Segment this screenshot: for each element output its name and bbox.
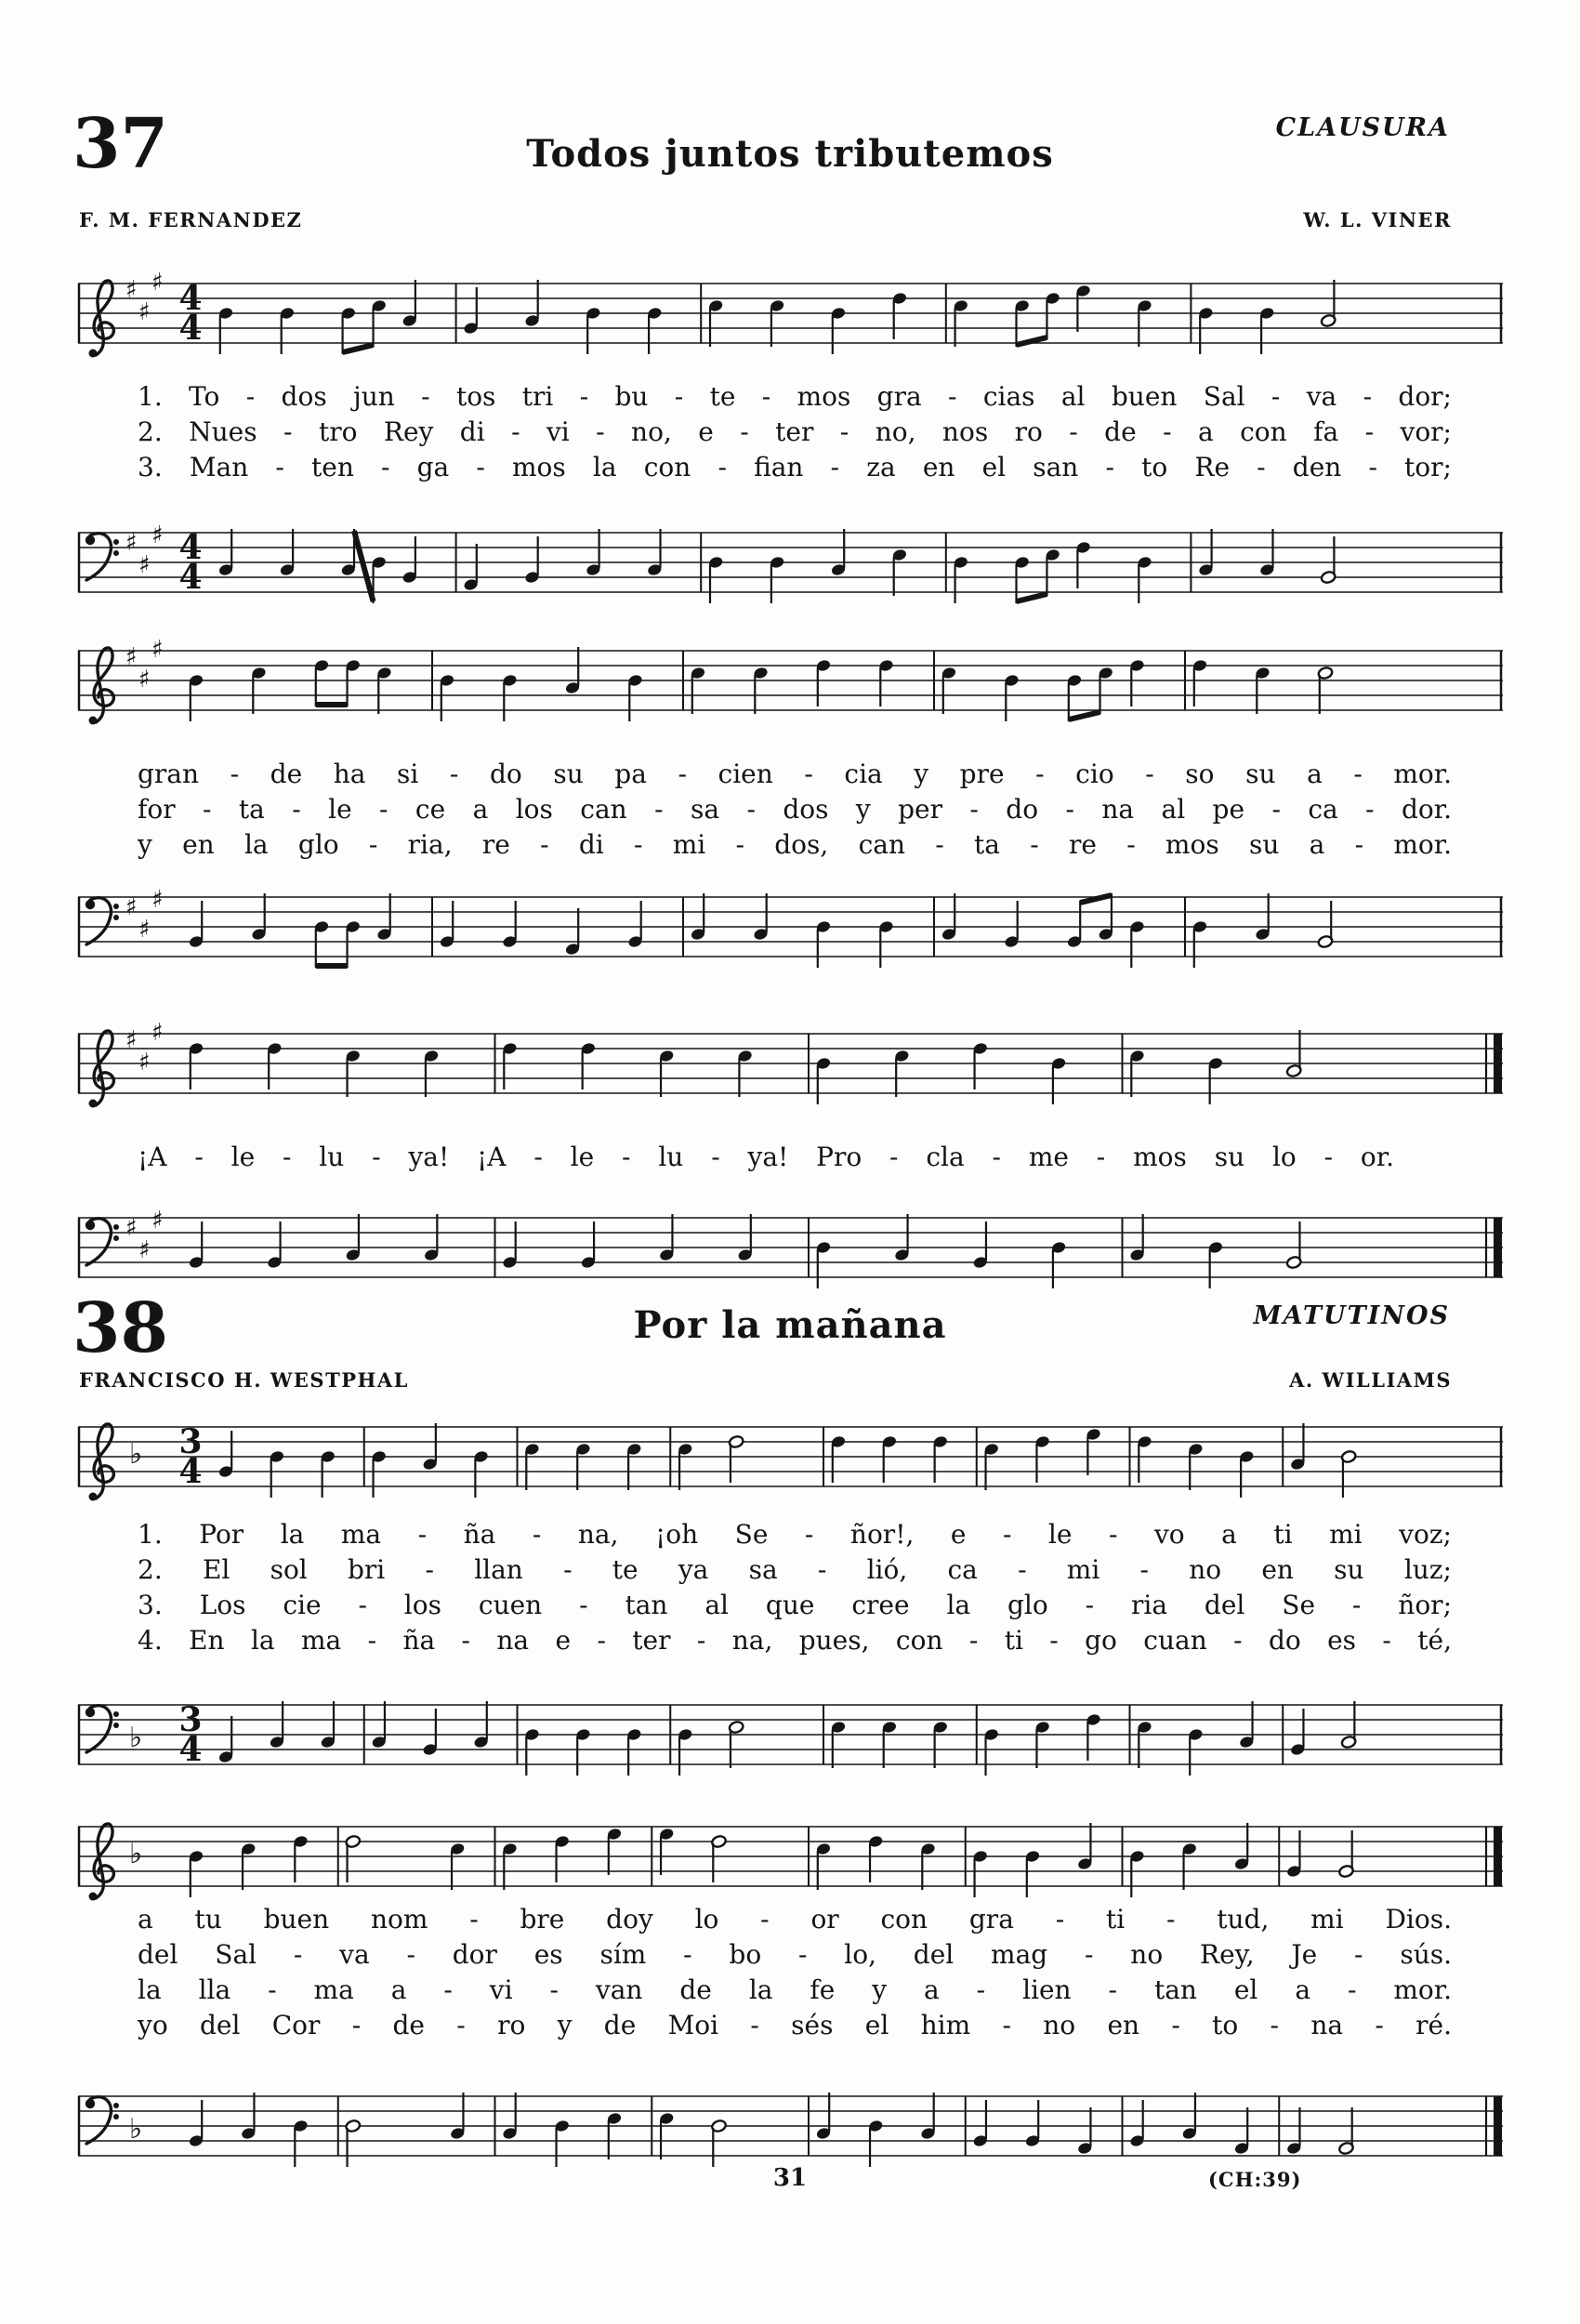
svg-text:♯: ♯ — [138, 1049, 151, 1076]
svg-text:4: 4 — [178, 309, 203, 348]
lyric-line: 3. Man - ten - ga - mos la con - fian - za en el san - to Re - den - tor; — [138, 452, 1452, 482]
lyric-line: 1. Por la ma - ña - na, ¡oh Se - ñor!, e - le - vo a ti mi voz; — [138, 1519, 1452, 1550]
svg-text:♯: ♯ — [138, 666, 151, 693]
svg-text:4: 4 — [178, 558, 203, 597]
svg-text:♯: ♯ — [125, 529, 138, 557]
lyric-line: gran - de ha si - do su pa - cien - cia y pre - cio - so su a - mor. — [138, 759, 1452, 789]
hymn-38-category: MATUTINOS — [1253, 1301, 1450, 1330]
svg-text:♯: ♯ — [138, 1236, 151, 1264]
hymn-37-byline — [79, 208, 1452, 231]
svg-text:♯: ♯ — [125, 276, 138, 304]
staff-treble-38-1 — [77, 1387, 1504, 1534]
hymn-37-category: CLAUSURA — [1275, 113, 1450, 142]
lyric-line: for - ta - le - ce a los can - sa - dos y per - do - na al pe - ca - dor. — [138, 794, 1452, 825]
lyric-line: y en la glo - ria, re - di - mi - dos, can - ta - re - mos su a - mor. — [138, 829, 1452, 860]
svg-text:3: 3 — [178, 1422, 203, 1461]
svg-text:♯: ♯ — [151, 1207, 164, 1235]
staff-treble-37-2 — [77, 611, 1504, 758]
svg-text:♭: ♭ — [129, 1722, 143, 1754]
hymn-37-author: F. M. FERNANDEZ — [79, 208, 303, 231]
hymn-37-verses-2 — [138, 757, 1452, 863]
hymn-38-number: 38 — [72, 1288, 168, 1368]
cross-reference: (CH:39) — [1208, 2168, 1302, 2191]
svg-text:♯: ♯ — [125, 893, 138, 921]
svg-text:4: 4 — [178, 528, 203, 567]
svg-text:♯: ♯ — [125, 1026, 138, 1054]
hymn-37-title: Todos juntos tributemos — [526, 132, 1054, 176]
staff-treble-37-1 — [77, 244, 1504, 390]
lyric-line: 4. En la ma - ña - na e - ter - na, pues, con - ti - go cuan - do es - té, — [138, 1625, 1452, 1656]
hymn-38-composer: A. WILLIAMS — [1289, 1368, 1452, 1392]
svg-text:♯: ♯ — [138, 551, 151, 579]
hymn-37-composer: W. L. VINER — [1303, 208, 1452, 231]
lyric-line: del Sal - va - dor es sím - bo - lo, del mag - no Rey, Je - sús. — [138, 1939, 1452, 1970]
lyric-line: 2. El sol bri - llan - te ya sa - lió, ca - mi - no en su luz; — [138, 1554, 1452, 1585]
staff-treble-37-3 — [77, 994, 1504, 1141]
svg-text:♭: ♭ — [129, 1838, 143, 1870]
lyric-line: 3. Los cie - los cuen - tan al que cree la glo - ria del Se - ñor; — [138, 1590, 1452, 1620]
svg-text:♭: ♭ — [129, 2113, 143, 2146]
page-number: 31 — [772, 2164, 808, 2192]
svg-text:♯: ♯ — [151, 886, 164, 914]
lyric-line: 2. Nues - tro Rey di - vi - no, e - ter - no, nos ro - de - a con fa - vor; — [138, 416, 1452, 447]
hymn-37-verses-1 — [138, 379, 1452, 485]
hymn-38-verses-1 — [138, 1517, 1452, 1658]
svg-text:♯: ♯ — [151, 269, 164, 297]
svg-text:♭: ♭ — [129, 1438, 143, 1471]
lyric-line: a tu buen nom - bre doy lo - or con gra - ti - tud, mi Dios. — [138, 1904, 1452, 1934]
hymn-38-verses-2 — [138, 1902, 1452, 2043]
svg-text:3: 3 — [178, 1700, 203, 1739]
hymn-38-author: FRANCISCO H. WESTPHAL — [79, 1368, 409, 1392]
svg-text:♯: ♯ — [125, 643, 138, 671]
staff-bass-37-2 — [77, 857, 1504, 1004]
lyric-line: la lla - ma a - vi - van de la fe y a - lien - tan el a - mor. — [138, 1974, 1452, 2005]
lyric-line: yo del Cor - de - ro y de Moi - sés el him - no en - to - na - ré. — [138, 2010, 1452, 2040]
svg-text:♯: ♯ — [151, 1019, 164, 1047]
svg-text:♯: ♯ — [151, 522, 164, 549]
svg-text:♯: ♯ — [138, 916, 151, 944]
hymn-37-refrain — [138, 1140, 1394, 1175]
svg-text:♯: ♯ — [151, 636, 164, 664]
svg-text:4: 4 — [178, 1730, 203, 1769]
lyric-line: ¡A - le - lu - ya! ¡A - le - lu - ya! Pro - cla - me - mos su lo - or. — [138, 1142, 1394, 1172]
svg-text:4: 4 — [178, 279, 203, 318]
lyric-line: 1. To - dos jun - tos tri - bu - te - mos gra - cias al buen Sal - va - dor; — [138, 381, 1452, 412]
hymn-37-number: 37 — [72, 104, 168, 184]
svg-text:♯: ♯ — [125, 1214, 138, 1242]
svg-text:♯: ♯ — [138, 298, 151, 326]
svg-text:4: 4 — [178, 1452, 203, 1491]
hymn-38-title: Por la mañana — [633, 1303, 947, 1347]
